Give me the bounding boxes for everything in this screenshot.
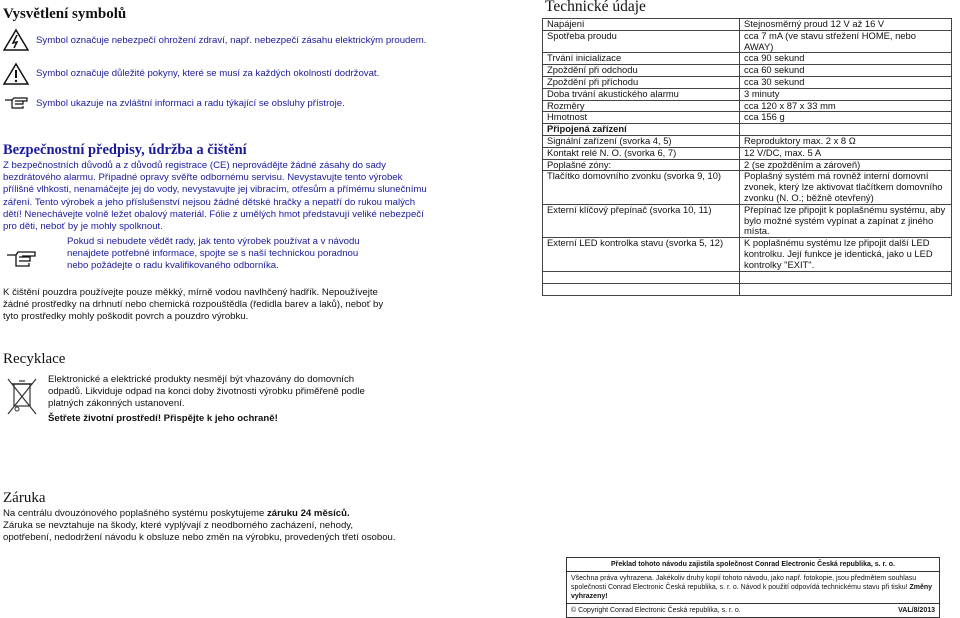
spec-row bbox=[543, 53, 952, 65]
footer-copyright: © Copyright Conrad Electronic Česká republika, s. r. o. bbox=[571, 607, 741, 614]
spec-row bbox=[543, 135, 952, 147]
symbols-title: Vysvětlení symbolů bbox=[3, 6, 127, 22]
safety-paragraph: Z bezpečnostních důvodů a z důvodů registrace (CE) neprovádějte žádné zásahy do sady bezdrátového alarmu. Případné opravy svěřte odbornému servisu. Nevystavujte tento výrobek přílišné vlhkosti, nenamáčejte jej do vody, nevystavujte jej vibracím, otřesům a přímému slunečnímu záření. Tento výrobek a jeho příslušenství nejsou žádné dětské hračky a nepatří do rukou malých dětí! Nenechávejte volně ležet obalový materiál. Fólie z umělých hmot představují veliké nebezpečí pro děti, neboť by je mohly spolknout. bbox=[3, 160, 427, 233]
lightning-warning-icon bbox=[3, 28, 29, 52]
warranty-text: Na centrálu dvouzónového poplašného systému poskytujeme záruku 24 měsíců. Záruka se nevztahuje na škody, které vyplývají z neodborného zacházení, nehody, opotřebení, nedodržení návodu k obsluze nebo změn na výrobku, provedených třetí osobou. bbox=[3, 508, 396, 544]
spec-label: Signální zařízení (svorka 4, 5) bbox=[543, 135, 740, 147]
spec-label: Spotřeba proudu bbox=[543, 30, 740, 53]
spec-section-row bbox=[543, 124, 952, 136]
spec-value: K poplašnému systému lze připojit další LED kontrolku. Její funkce je identická, jako u LED kontrolky "EXIT". bbox=[740, 238, 952, 271]
spec-label: Rozměry bbox=[543, 100, 740, 112]
spec-row bbox=[543, 100, 952, 112]
crossed-bin-icon bbox=[5, 376, 39, 418]
spec-value: cca 156 g bbox=[740, 112, 952, 124]
spec-value: Reproduktory max. 2 x 8 Ω bbox=[740, 135, 952, 147]
spec-value: Přepínač lze připojit k poplašnému systému, aby bylo možné systém vypínat a zapínat z jiného místa. bbox=[740, 204, 952, 237]
recycling-text: Elektronické a elektrické produkty nesmějí být vhazovány do domovních odpadů. Likviduje odpad na konci doby životnosti výrobku přiměřeně podle platných zákonných ustanovení. bbox=[48, 374, 365, 410]
spec-value: 2 (se zpožděním a zároveň) bbox=[740, 159, 952, 171]
spec-row bbox=[543, 88, 952, 100]
spec-value: cca 120 x 87 x 33 mm bbox=[740, 100, 952, 112]
spec-label: Zpoždění při odchodu bbox=[543, 65, 740, 77]
cleaning-paragraph: K čištění pouzdra používejte pouze měkký, mírně vodou navlhčený hadřík. Nepoužívejte žádné prostředky na drhnutí nebo chemická rozpouštědla (ředidla barev a laků), neboť by tyto prostředky mohly poškodit povrch a pouzdro výrobku. bbox=[3, 287, 384, 323]
spec-row bbox=[543, 283, 952, 295]
spec-row bbox=[543, 65, 952, 77]
spec-row bbox=[543, 159, 952, 171]
safety-title: Bezpečnostní předpisy, údržba a čištění bbox=[3, 142, 247, 158]
spec-row bbox=[543, 171, 952, 204]
spec-value: Poplašný systém má rovněž interní domovní zvonek, který lze aktivovat tlačítkem domovního zvonku (N. O.; běžně otevřený) bbox=[740, 171, 952, 204]
translation-footer bbox=[566, 557, 940, 618]
recycling-emphasis: Šetřete životní prostředí! Přispějte k jeho ochraně! bbox=[48, 413, 278, 424]
spec-label: Poplašné zóny: bbox=[543, 159, 740, 171]
spec-value: cca 90 sekund bbox=[740, 53, 952, 65]
symbol-text-2: Symbol označuje důležité pokyny, které se musí za každých okolností dodržovat. bbox=[36, 68, 380, 79]
spec-row bbox=[543, 112, 952, 124]
spec-value bbox=[740, 124, 952, 136]
tech-specs-table bbox=[542, 18, 952, 296]
spec-label: Externí LED kontrolka stavu (svorka 5, 12) bbox=[543, 238, 740, 271]
exclamation-warning-icon bbox=[3, 62, 29, 86]
spec-value: cca 30 sekund bbox=[740, 76, 952, 88]
spec-value bbox=[740, 271, 952, 283]
pointing-hand-icon bbox=[5, 250, 37, 268]
spec-value: 12 V/DC, max. 5 A bbox=[740, 147, 952, 159]
spec-value: cca 7 mA (ve stavu střežení HOME, nebo AWAY) bbox=[740, 30, 952, 53]
spec-label: Připojená zařízení bbox=[543, 124, 740, 136]
spec-value: Stejnosměrný proud 12 V až 16 V bbox=[740, 19, 952, 31]
tech-title: Technické údaje bbox=[545, 0, 646, 15]
spec-label: Napájení bbox=[543, 19, 740, 31]
spec-value bbox=[740, 283, 952, 295]
spec-value: cca 60 sekund bbox=[740, 65, 952, 77]
spec-row bbox=[543, 76, 952, 88]
pointing-hand-icon bbox=[3, 96, 29, 110]
footer-code: VAL/8/2013 bbox=[898, 607, 935, 614]
warranty-title: Záruka bbox=[3, 490, 46, 506]
spec-row bbox=[543, 19, 952, 31]
footer-copyright-line bbox=[567, 604, 939, 617]
spec-value: 3 minuty bbox=[740, 88, 952, 100]
spec-label: Trvání inicializace bbox=[543, 53, 740, 65]
spec-label bbox=[543, 283, 740, 295]
spec-label: Hmotnost bbox=[543, 112, 740, 124]
spec-label: Zpoždění při příchodu bbox=[543, 76, 740, 88]
spec-row bbox=[543, 238, 952, 271]
symbol-text-1: Symbol označuje nebezpečí ohrožení zdraví, např. nebezpečí zásahu elektrickým proudem. bbox=[36, 35, 427, 46]
spec-row bbox=[543, 204, 952, 237]
footer-rights-line: Všechna práva vyhrazena. Jakékoliv druhy kopií tohoto návodu, jako např. fotokopie, jsou předmětem souhlasu společnosti Conrad Electronic Česká republika, s. r. o. Návod k použití odpovídá technickému stavu při tisku! Změny vyhrazeny! bbox=[567, 572, 939, 604]
footer-translation-line: Překlad tohoto návodu zajistila společnost Conrad Electronic Česká republika, s. r. o. bbox=[567, 558, 939, 572]
spec-label: Doba trvání akustického alarmu bbox=[543, 88, 740, 100]
spec-row bbox=[543, 147, 952, 159]
safety-note: Pokud si nebudete vědět rady, jak tento výrobek používat a v návodu nenajdete potřebné informace, spojte se s naší technickou poradnou nebo požádejte o radu kvalifikovaného odborníka. bbox=[67, 236, 360, 272]
recycling-title: Recyklace bbox=[3, 351, 66, 367]
symbol-text-3: Symbol ukazuje na zvláštní informaci a radu týkající se obsluhy přístroje. bbox=[36, 98, 345, 109]
spec-label: Externí klíčový přepínač (svorka 10, 11) bbox=[543, 204, 740, 237]
spec-label bbox=[543, 271, 740, 283]
spec-row bbox=[543, 30, 952, 53]
spec-row bbox=[543, 271, 952, 283]
spec-label: Kontakt relé N. O. (svorka 6, 7) bbox=[543, 147, 740, 159]
spec-label: Tlačítko domovního zvonku (svorka 9, 10) bbox=[543, 171, 740, 204]
